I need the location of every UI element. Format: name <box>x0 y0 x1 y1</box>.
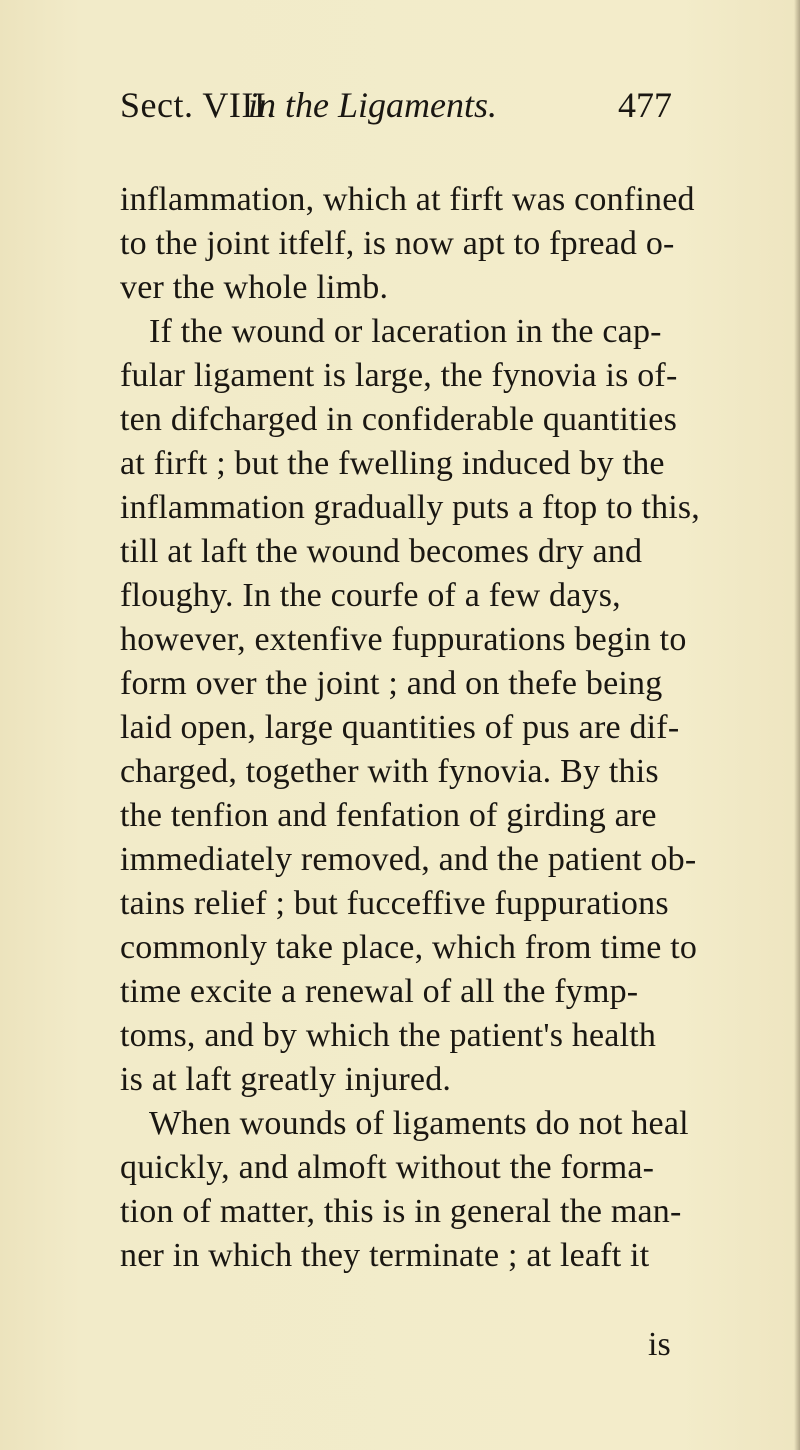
chapter-title: in the Ligaments. <box>248 85 497 125</box>
text-line: at firft ; but the fwelling induced by the <box>120 445 665 482</box>
page-edge-shadow <box>794 0 800 1450</box>
text-line: ten difcharged in confiderable quantities <box>120 401 678 438</box>
text-line: immediately removed, and the patient ob- <box>120 841 697 878</box>
running-head <box>120 84 740 134</box>
text-line: time excite a renewal of all the fymp- <box>120 973 639 1010</box>
text-line: tion of matter, this is in general the man- <box>120 1193 682 1230</box>
text-line: floughy. In the courfe of a few days, <box>120 577 621 614</box>
text-line: to the joint itfelf, is now apt to fpread o- <box>120 225 675 262</box>
text-line: quickly, and almoft without the forma- <box>120 1149 655 1186</box>
text-line: is at laft greatly injured. <box>120 1061 452 1098</box>
text-line: laid open, large quantities of pus are dif- <box>120 709 680 746</box>
text-line: tains relief ; but fucceffive fuppurations <box>120 885 669 922</box>
text-line: commonly take place, which from time to <box>120 929 698 966</box>
text-line: toms, and by which the patient's health <box>120 1017 657 1054</box>
text-line: the tenfion and fenfation of girding are <box>120 797 657 834</box>
text-line: inflammation gradually puts a ftop to this, <box>120 489 700 526</box>
text-line: ver the whole limb. <box>120 269 389 306</box>
text-line: fular ligament is large, the fynovia is of- <box>120 357 678 394</box>
text-line: inflammation, which at firft was confined <box>120 181 695 218</box>
page-number: 477 <box>618 85 672 125</box>
text-line: charged, together with fynovia. By this <box>120 753 659 790</box>
text-line: When wounds of ligaments do not heal <box>149 1105 689 1142</box>
text-line: however, extenfive fuppurations begin to <box>120 621 687 658</box>
text-line: form over the joint ; and on thefe being <box>120 665 663 702</box>
text-line: till at laft the wound becomes dry and <box>120 533 643 570</box>
text-line: If the wound or laceration in the cap- <box>149 313 662 350</box>
catchword: is <box>648 1326 671 1363</box>
section-heading: Sect. VIII. <box>120 85 276 125</box>
text-line: ner in which they terminate ; at leaft it <box>120 1237 650 1274</box>
